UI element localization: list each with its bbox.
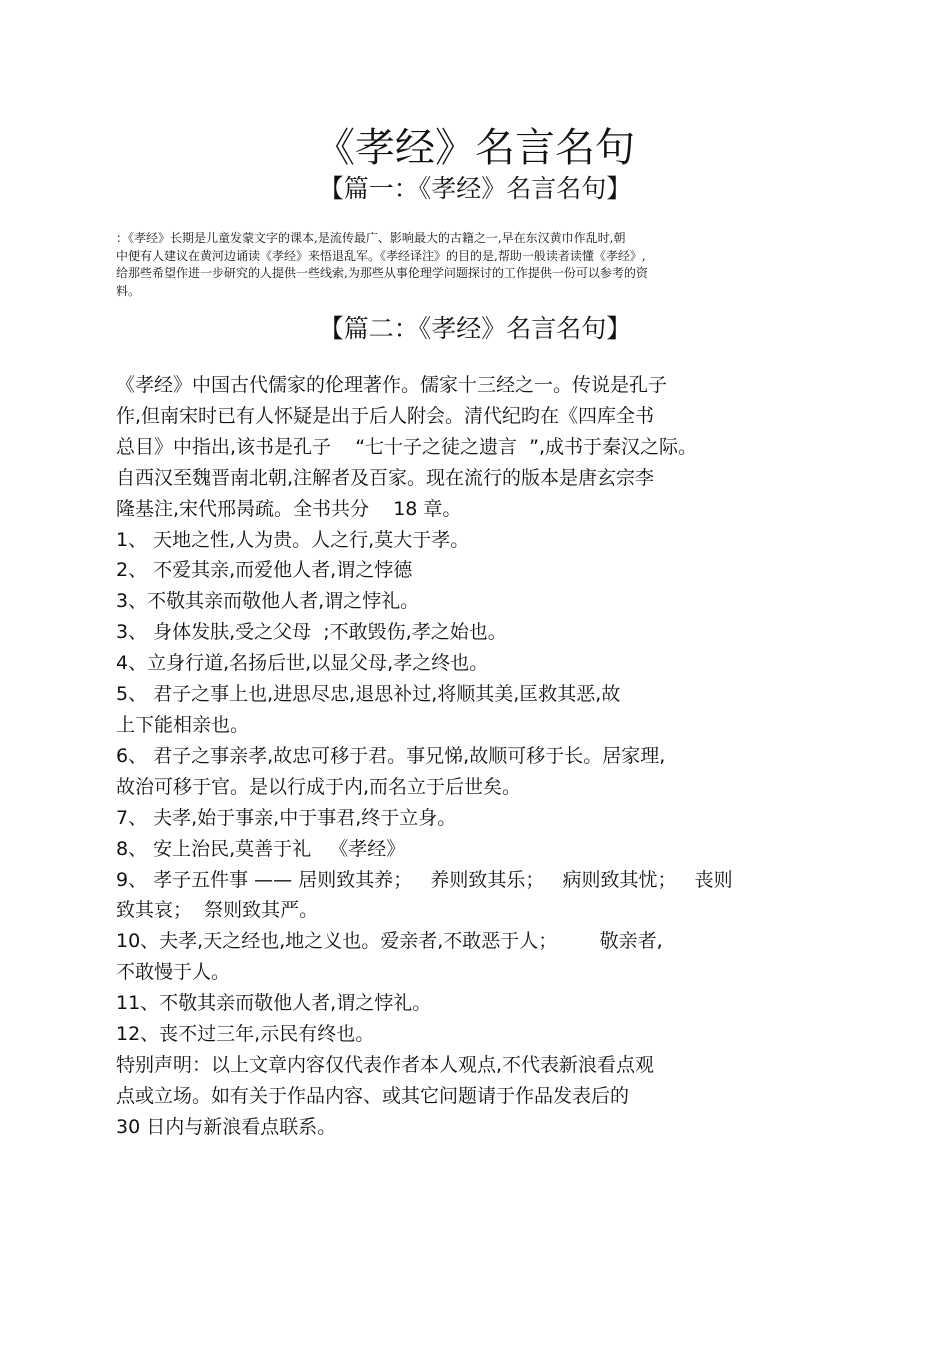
- body-line: 5、 君子之事上也,进思尽忠,退思补过,将顺其美,匡救其恶,故: [116, 683, 621, 706]
- paragraph-line: 中便有人建议在黄河边诵读《孝经》来悟退乱军。《孝经译注》的目的是,帮助一般读者读懂《孝经》,: [116, 248, 646, 263]
- body-line: 作,但南宋时已有人怀疑是出于后人附会。清代纪昀在《四库全书: [116, 404, 655, 427]
- body-line: 不敢慢于人。: [116, 961, 231, 984]
- body-line: 《孝经》中国古代儒家的伦理著作。儒家十三经之一。传说是孔子: [116, 374, 668, 396]
- section-1-heading: 【篇一：《孝经》名言名句】: [318, 174, 632, 203]
- body-line: 10、夫孝,天之经也,地之义也。爱亲者,不敢恶于人； 敬亲者,: [116, 930, 663, 953]
- body-line: 特别声明：以上文章内容仅代表作者本人观点,不代表新浪看点观: [116, 1053, 655, 1076]
- body-line: 上下能相亲也。: [116, 713, 250, 736]
- body-line: 12、丧不过三年,示民有终也。: [116, 1023, 375, 1046]
- body-line: 11、不敬其亲而敬他人者,谓之悖礼。: [116, 992, 432, 1015]
- body-line: 1、 天地之性,人为贵。人之行,莫大于孝。: [116, 528, 470, 551]
- paragraph-line: 给那些希望作进一步研究的人提供一些线索,为那些从事伦理学问题探讨的工作提供一份可以参考的资: [116, 266, 648, 280]
- body-line: 7、 夫孝,始于事亲,中于事君,终于立身。: [116, 806, 457, 829]
- body-line: 总目》中指出,该书是孔子 “七十子之徒之遗言 ”,成书于秦汉之际。: [116, 435, 698, 458]
- section-2-heading: 【篇二：《孝经》名言名句】: [318, 314, 632, 343]
- body-line: 点或立场。如有关于作品内容、或其它问题请于作品发表后的: [116, 1084, 630, 1107]
- body-line: 6、 君子之事亲孝,故忠可移于君。事兄悌,故顺可移于长。居家理,: [116, 744, 666, 767]
- body-line: 3、 身体发肤,受之父母 ;不敢毁伤,孝之始也。: [116, 621, 507, 644]
- paragraph-line: 料。: [116, 283, 141, 298]
- section-2-body: [116, 370, 836, 1143]
- body-line: 30 日内与新浪看点联系。: [116, 1115, 337, 1138]
- section-1-paragraph: [116, 230, 756, 300]
- body-line: 故治可移于官。是以行成于内,而名立于后世矣。: [116, 775, 522, 798]
- body-line: 致其哀； 祭则致其严。: [116, 899, 319, 922]
- body-line: 自西汉至魏晋南北朝,注解者及百家。现在流行的版本是唐玄宗李: [116, 466, 655, 489]
- paragraph-line: ：《孝经》长期是儿童发蒙文字的课本,是流传最广、影响最大的古籍之一,早在东汉黄巾作乱时,朝: [116, 231, 626, 245]
- body-line: 隆基注,宋代邢昺疏。全书共分 18 章。: [116, 497, 462, 520]
- body-line: 4、立身行道,名扬后世,以显父母,孝之终也。: [116, 652, 489, 675]
- body-line: 3、不敬其亲而敬他人者,谓之悖礼。: [116, 590, 420, 613]
- body-line: 8、 安上治民,莫善于礼 《孝经》: [116, 837, 406, 860]
- document-title: 《孝经》名言名句: [315, 125, 635, 171]
- body-line: 9、 孝子五件事 —— 居则致其养； 养则致其乐； 病则致其忧； 丧则: [116, 868, 733, 891]
- body-line: 2、 不爱其亲,而爱他人者,谓之悖德: [116, 559, 413, 582]
